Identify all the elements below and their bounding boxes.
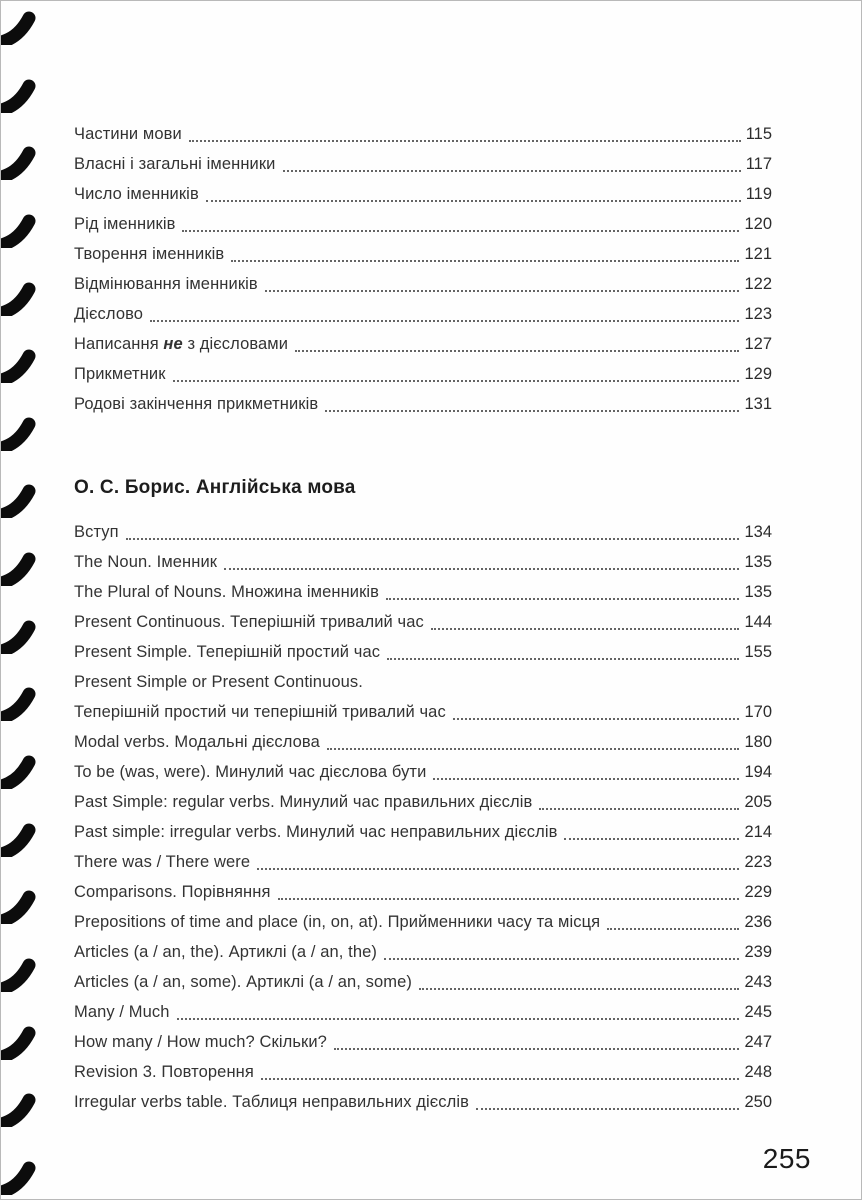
dot-leader [206,200,741,202]
toc-entry-page: 115 [745,125,772,143]
toc-entry-page: 122 [744,275,772,293]
dot-leader [539,808,739,810]
toc [74,119,772,1117]
dot-leader [295,350,739,352]
dot-leader [173,380,740,382]
toc-entry [74,727,772,757]
toc-entry [74,967,772,997]
spiral-ring-icon [0,1087,39,1127]
toc-entry [74,847,772,877]
dot-leader [231,260,739,262]
toc-entry-title: Irregular verbs table. Таблиця неправильних дієслів [74,1093,470,1111]
spiral-ring-icon [0,478,39,518]
toc-entry-page: 121 [744,245,772,263]
toc-entry-title: Comparisons. Порівняння [74,883,271,901]
dot-leader [564,838,739,840]
dot-leader [453,718,740,720]
toc-section [74,119,772,419]
toc-entry [74,937,772,967]
toc-entry-page: 127 [744,335,772,353]
toc-entry-page: 214 [744,823,772,841]
toc-entry [74,667,772,697]
dot-leader [126,538,740,540]
toc-entry [74,1087,772,1117]
toc-entry-page: 134 [744,523,772,541]
spiral-binding [0,1,51,1199]
dot-leader [261,1078,740,1080]
toc-entry [74,239,772,269]
dot-leader [419,988,739,990]
toc-entry [74,1027,772,1057]
dot-leader [387,658,739,660]
spiral-ring-icon [0,749,39,789]
toc-entry-title: Родові закінчення прикметників [74,395,319,413]
dot-leader [325,410,739,412]
spiral-ring-icon [0,614,39,654]
toc-entry [74,757,772,787]
toc-entry-title: Вступ [74,523,119,541]
toc-entry [74,877,772,907]
dot-leader [334,1048,740,1050]
toc-entry-page: 123 [744,305,772,323]
toc-entry-title: The Noun. Іменник [74,553,218,571]
toc-entry [74,1057,772,1087]
toc-entry [74,209,772,239]
dot-leader [283,170,741,172]
toc-entry-page: 245 [744,1003,772,1021]
toc-entry [74,179,772,209]
toc-entries [74,119,772,419]
toc-entry-title: Present Simple. Теперішній простий час [74,643,381,661]
dot-leader [182,230,739,232]
toc-entry [74,329,772,359]
toc-entry [74,547,772,577]
dot-leader [224,568,739,570]
toc-entry-title: Відмінювання іменників [74,275,258,293]
toc-entry-title: Число іменників [74,185,199,203]
toc-entry [74,149,772,179]
toc-entry-title: Прикметник [74,365,166,383]
spiral-ring-icon [0,546,39,586]
toc-entry-title: Рід іменників [74,215,176,233]
spiral-ring-icon [0,73,39,113]
toc-entry [74,697,772,727]
spiral-ring-icon [0,952,39,992]
toc-entry [74,997,772,1027]
toc-entry-title: Present Continuous. Теперішній тривалий час [74,613,424,631]
toc-entry [74,817,772,847]
toc-entry [74,269,772,299]
toc-entry-title: Past Simple: regular verbs. Минулий час правильних дієслів [74,793,533,811]
toc-entry [74,299,772,329]
spiral-ring-icon [0,411,39,451]
dot-leader [327,748,740,750]
toc-entry-title: Творення іменників [74,245,225,263]
toc-entry-title: Дієслово [74,305,144,323]
toc-entry-page: 120 [744,215,772,233]
spiral-ring-icon [0,343,39,383]
spiral-ring-icon [0,208,39,248]
toc-entry-title: Частини мови [74,125,182,143]
toc-entry-page: 229 [744,883,772,901]
toc-sections [74,119,772,1117]
toc-entry-page: 155 [744,643,772,661]
spiral-ring-icon [0,1155,39,1195]
toc-entry-page: 131 [744,395,772,413]
spiral-ring-icon [0,884,39,924]
toc-entry-title: To be (was, were). Минулий час дієслова бути [74,763,427,781]
toc-entry-page: 170 [744,703,772,721]
section-heading: О. С. Борис. Англійська мова [74,477,356,498]
dot-leader [433,778,739,780]
toc-entry [74,787,772,817]
toc-entry-title: Modal verbs. Модальні дієслова [74,733,320,751]
dot-leader [607,928,739,930]
spiral-ring-icon [0,5,39,45]
toc-entry-page: 247 [744,1033,772,1051]
toc-entry-title: Past simple: irregular verbs. Минулий час неправильних дієслів [74,823,558,841]
toc-entry-title: There was / There were [74,853,251,871]
toc-entry-page: 144 [744,613,772,631]
toc-entry-page: 223 [744,853,772,871]
dot-leader [384,958,739,960]
dot-leader [265,290,740,292]
spiral-ring-icon [0,140,39,180]
toc-entry-page: 117 [745,155,772,173]
spiral-ring-icon [0,276,39,316]
toc-entry [74,577,772,607]
toc-entry-page: 180 [744,733,772,751]
toc-entry-page: 119 [745,185,772,203]
toc-entry-page: 250 [744,1093,772,1111]
toc-entries [74,517,772,1117]
dot-leader [431,628,740,630]
toc-entry [74,119,772,149]
toc-entry [74,517,772,547]
dot-leader [150,320,739,322]
toc-entry-page: 135 [744,583,772,601]
toc-entry-page: 243 [744,973,772,991]
spiral-ring-icon [0,817,39,857]
toc-entry-title: Articles (a / an, some). Артиклі (a / an, some) [74,973,412,991]
toc-entry-title: Articles (a / an, the). Артиклі (a / an, the) [74,943,377,961]
toc-entry-title: Revision 3. Повторення [74,1063,254,1081]
toc-entry [74,637,772,667]
toc-entry-title: Many / Much [74,1003,170,1021]
toc-entry-page: 248 [744,1063,772,1081]
spiral-ring-icon [0,681,39,721]
toc-entry-title: How many / How much? Скільки? [74,1033,327,1051]
toc-entry-page: 239 [744,943,772,961]
toc-entry-page: 205 [744,793,772,811]
toc-entry-page: 194 [744,763,772,781]
page-number: 255 [762,1143,811,1174]
dot-leader [386,598,739,600]
dot-leader [476,1108,739,1110]
dot-leader [189,140,741,142]
toc-entry-title: Теперішній простий чи теперішній тривалий час [74,703,446,721]
toc-entry-title: The Plural of Nouns. Множина іменників [74,583,380,601]
toc-entry [74,389,772,419]
dot-leader [177,1018,740,1020]
dot-leader [278,898,740,900]
spiral-ring-icon [0,1020,39,1060]
dot-leader [257,868,739,870]
toc-entry-title: Власні і загальні іменники [74,155,276,173]
toc-entry [74,607,772,637]
toc-section [74,477,772,1117]
toc-entry [74,907,772,937]
toc-entry-title: Present Simple or Present Continuous. [74,673,363,691]
toc-entry [74,359,772,389]
toc-entry-page: 236 [744,913,772,931]
toc-entry-title: Prepositions of time and place (in, on, at). Прийменники часу та місця [74,913,601,931]
toc-entry-title: Написання не з дієсловами [74,335,289,353]
toc-entry-page: 135 [744,553,772,571]
toc-entry-page: 129 [744,365,772,383]
